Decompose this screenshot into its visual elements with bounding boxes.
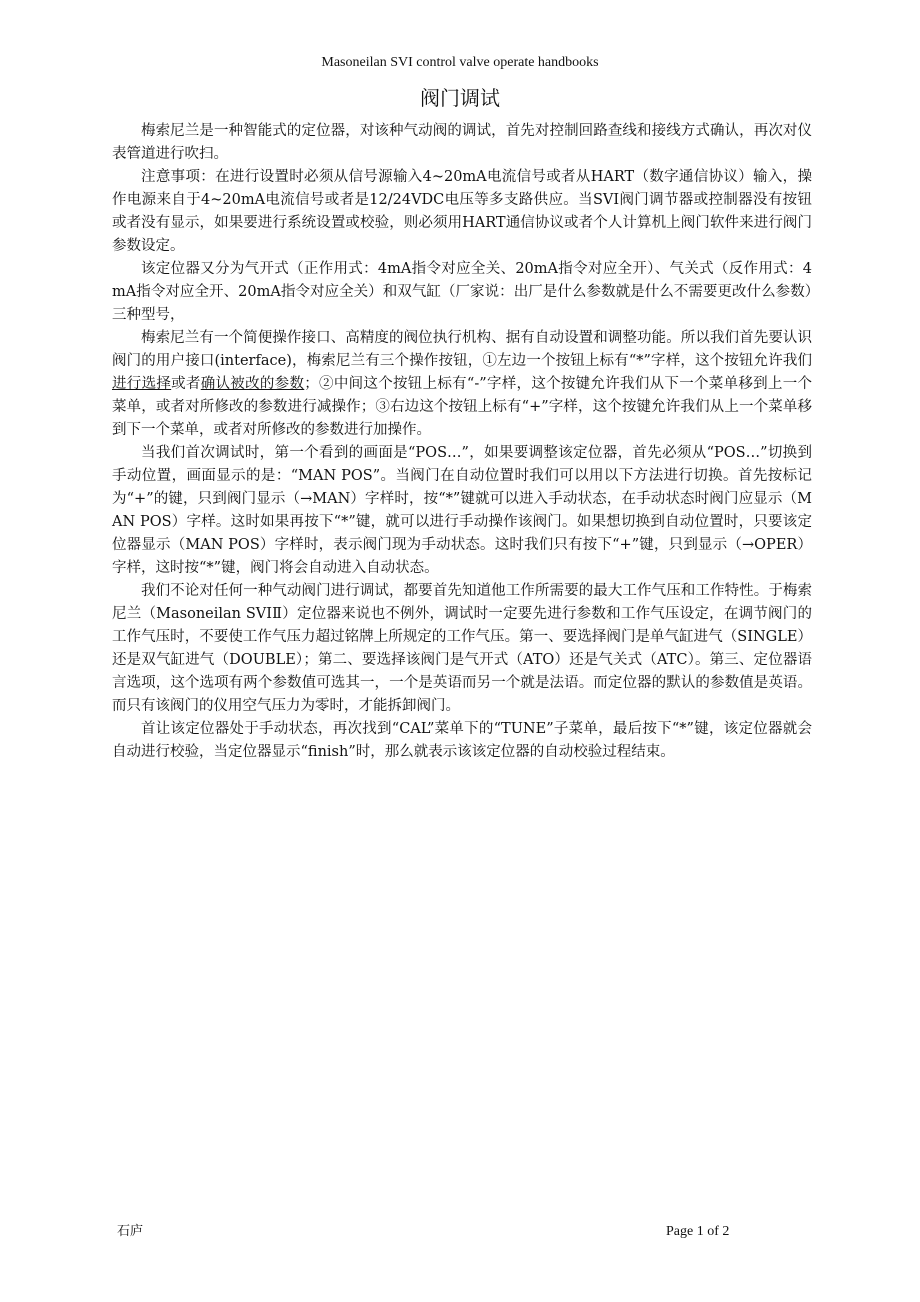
underlined-select: 进行选择 <box>112 376 172 392</box>
interface-text-3: ；②中间这个按钮上标有“-”字样，这个按键允许我们从下一个菜单移到上一个菜单，或者对所修改的参数进行减操作；③右边这个按钮上标有“+”字样，这个按键允许我们从上一个菜单移到下一个菜单，或者对所修改的参数进行加操作。 <box>112 376 813 438</box>
paragraph-pressure-settings: 我们不论对任何一种气动阀门进行调试，都要首先知道他工作所需要的最大工作气压和工作特性。于梅索尼兰（Masoneilan SVIⅡ）定位器来说也不例外，调试时一定要先进行参数和工作气压设定，在调节阀门的工作气压时，不要使工作气压力超过铭牌上所规定的工作气压。第一、要选择阀门是单气缸进气（SINGLE）还是双气缸进气（DOUBLE）；第二、要选择该阀门是气开式（ATO）还是气关式（ATC）。第三、定位器语言选项，这个选项有两个参数值可选其一，一个是英语而另一个就是法语。而定位器的默认的参数值是英语。而只有该阀门的仪用空气压力为零时，才能拆卸阀门。 <box>112 583 812 714</box>
document-body <box>112 120 812 764</box>
interface-text-1: 梅索尼兰有一个简便操作接口、高精度的阀位执行机构、据有自动设置和调整功能。所以我们首先要认识阀门的用户接口(interface)，梅索尼兰有三个操作按钮，①左边一个按钮上标有“*”字样，这个按钮允许我们 <box>112 330 812 369</box>
paragraph-auto-calibration: 首让该定位器处于手动状态，再次找到“CAL”菜单下的“TUNE”子菜单，最后按下“*”键，该定位器就会自动进行校验，当定位器显示“finish”时，那么就表示该该定位器的自动校验过程结束。 <box>112 721 812 760</box>
footer-page-number: Page 1 of 2 <box>666 1224 730 1239</box>
paragraph-interface <box>112 327 812 442</box>
running-header: Masoneilan SVI control valve operate handbooks <box>321 55 599 70</box>
paragraph-intro: 梅索尼兰是一种智能式的定位器，对该种气动阀的调试，首先对控制回路查线和接线方式确认，再次对仪表管道进行吹扫。 <box>112 123 812 162</box>
paragraph-first-debug: 当我们首次调试时，第一个看到的画面是“POS…”，如果要调整该定位器，首先必须从“POS…”切换到手动位置，画面显示的是：“MAN POS”。当阀门在自动位置时我们可以用以下方法进行切换。首先按标记为“+”的键，只到阀门显示（→MAN）字样时，按“*”键就可以进入手动状态，在手动状态时阀门应显示（MAN POS）字样。这时如果再按下“*”键，就可以进行手动操作该阀门。如果想切换到自动位置时，只要该定位器显示（MAN POS）字样时，表示阀门现为手动状态。这时我们只有按下“+”键，只到显示（→OPER）字样，这时按“*”键，阀门将会自动进入自动状态。 <box>112 445 812 576</box>
underlined-confirm: 确认被改的参数 <box>200 376 305 392</box>
document-title: 阀门调试 <box>420 86 500 110</box>
interface-text-2: 或者 <box>171 376 201 392</box>
footer-author: 石庐 <box>117 1224 144 1239</box>
paragraph-precautions: 注意事项：在进行设置时必须从信号源输入4~20mA电流信号或者从HART（数字通信协议）输入，操作电源来自于4~20mA电流信号或者是12/24VDC电压等多支路供应。当SVI阀门调节器或控制器没有按钮或者没有显示，如果要进行系统设置或校验，则必须用HART通信协议或者个人计算机上阀门软件来进行阀门参数设定。 <box>112 169 812 254</box>
paragraph-types: 该定位器又分为气开式（正作用式：4mA指令对应全关、20mA指令对应全开）、气关式（反作用式：4mA指令对应全开、20mA指令对应全关）和双气缸（厂家说：出厂是什么参数就是什么不需要更改什么参数）三种型号， <box>112 261 812 323</box>
